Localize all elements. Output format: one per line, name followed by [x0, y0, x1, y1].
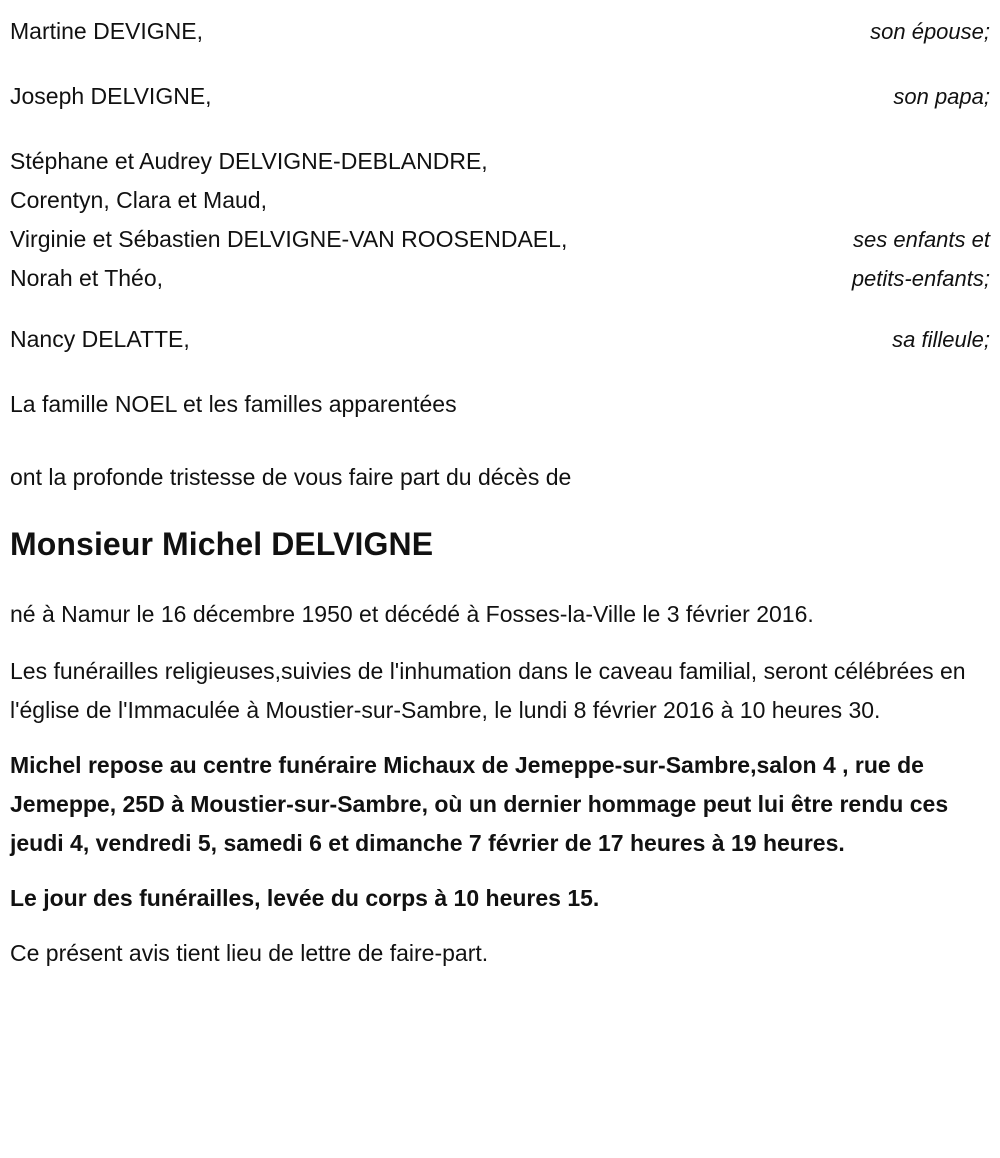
relation-line: son papa;: [893, 84, 990, 109]
mourner-names: [10, 77, 869, 116]
mourner-names: [10, 12, 846, 51]
mourner-names: [10, 385, 966, 424]
relation-label-father: [869, 77, 990, 116]
mourner-name: Norah et Théo,: [10, 265, 164, 291]
mourner-name: Virginie et Sébastien DELVIGNE-VAN ROOSENDAEL,: [10, 226, 568, 252]
mourner-name: La famille NOEL et les familles apparentées: [10, 391, 457, 417]
relation-line: petits-enfants;: [851, 266, 990, 291]
mourner-name: Nancy DELATTE,: [10, 326, 190, 352]
deceased-name: Monsieur Michel DELVIGNE: [10, 526, 434, 562]
mourners-list: [10, 12, 990, 424]
relation-label-children: [828, 220, 990, 298]
relation-label-goddaughter: [868, 320, 990, 359]
mourner-name: Martine DEVIGNE,: [10, 18, 203, 44]
mourner-name: Stéphane et Audrey DELVIGNE-DEBLANDRE,: [10, 148, 488, 174]
mourner-name: Corentyn, Clara et Maud,: [10, 187, 267, 213]
mourner-group-children: [10, 142, 990, 298]
relation-line: ses enfants et: [853, 227, 990, 252]
relation-line: sa filleule;: [892, 327, 990, 352]
visitation-details: Michel repose au centre funéraire Michaux de Jemeppe-sur-Sambre,salon 4 , rue de Jemeppe, 25D à Moustier-sur-Sambre, où un dernier hommage peut lui être rendu ces jeudi 4, vendredi 5, samedi 6 et dimanche 7 février de 17 heures à 19 heures.: [10, 752, 949, 856]
relation-label-spouse: [846, 12, 990, 51]
mourner-group-father: [10, 77, 990, 116]
mourner-name: Joseph DELVIGNE,: [10, 83, 212, 109]
announcement-line: ont la profonde tristesse de vous faire part du décès de: [10, 464, 572, 490]
mourner-group-families: [10, 385, 990, 424]
mourner-group-goddaughter: [10, 320, 990, 359]
mourner-group-spouse: [10, 12, 990, 51]
mourner-names: [10, 142, 828, 298]
funeral-service-details: Les funérailles religieuses,suivies de l'inhumation dans le caveau familial, seront célébrées en l'église de l'Immaculée à Moustier-sur-Sambre, le lundi 8 février 2016 à 10 heures 30.: [10, 658, 966, 723]
birth-death-details: né à Namur le 16 décembre 1950 et décédé à Fosses-la-Ville le 3 février 2016.: [10, 601, 814, 627]
relation-line: son épouse;: [870, 19, 990, 44]
mourner-names: [10, 320, 868, 359]
body-removal-details: Le jour des funérailles, levée du corps à 10 heures 15.: [10, 885, 600, 911]
closing-statement: Ce présent avis tient lieu de lettre de faire-part.: [10, 940, 489, 966]
